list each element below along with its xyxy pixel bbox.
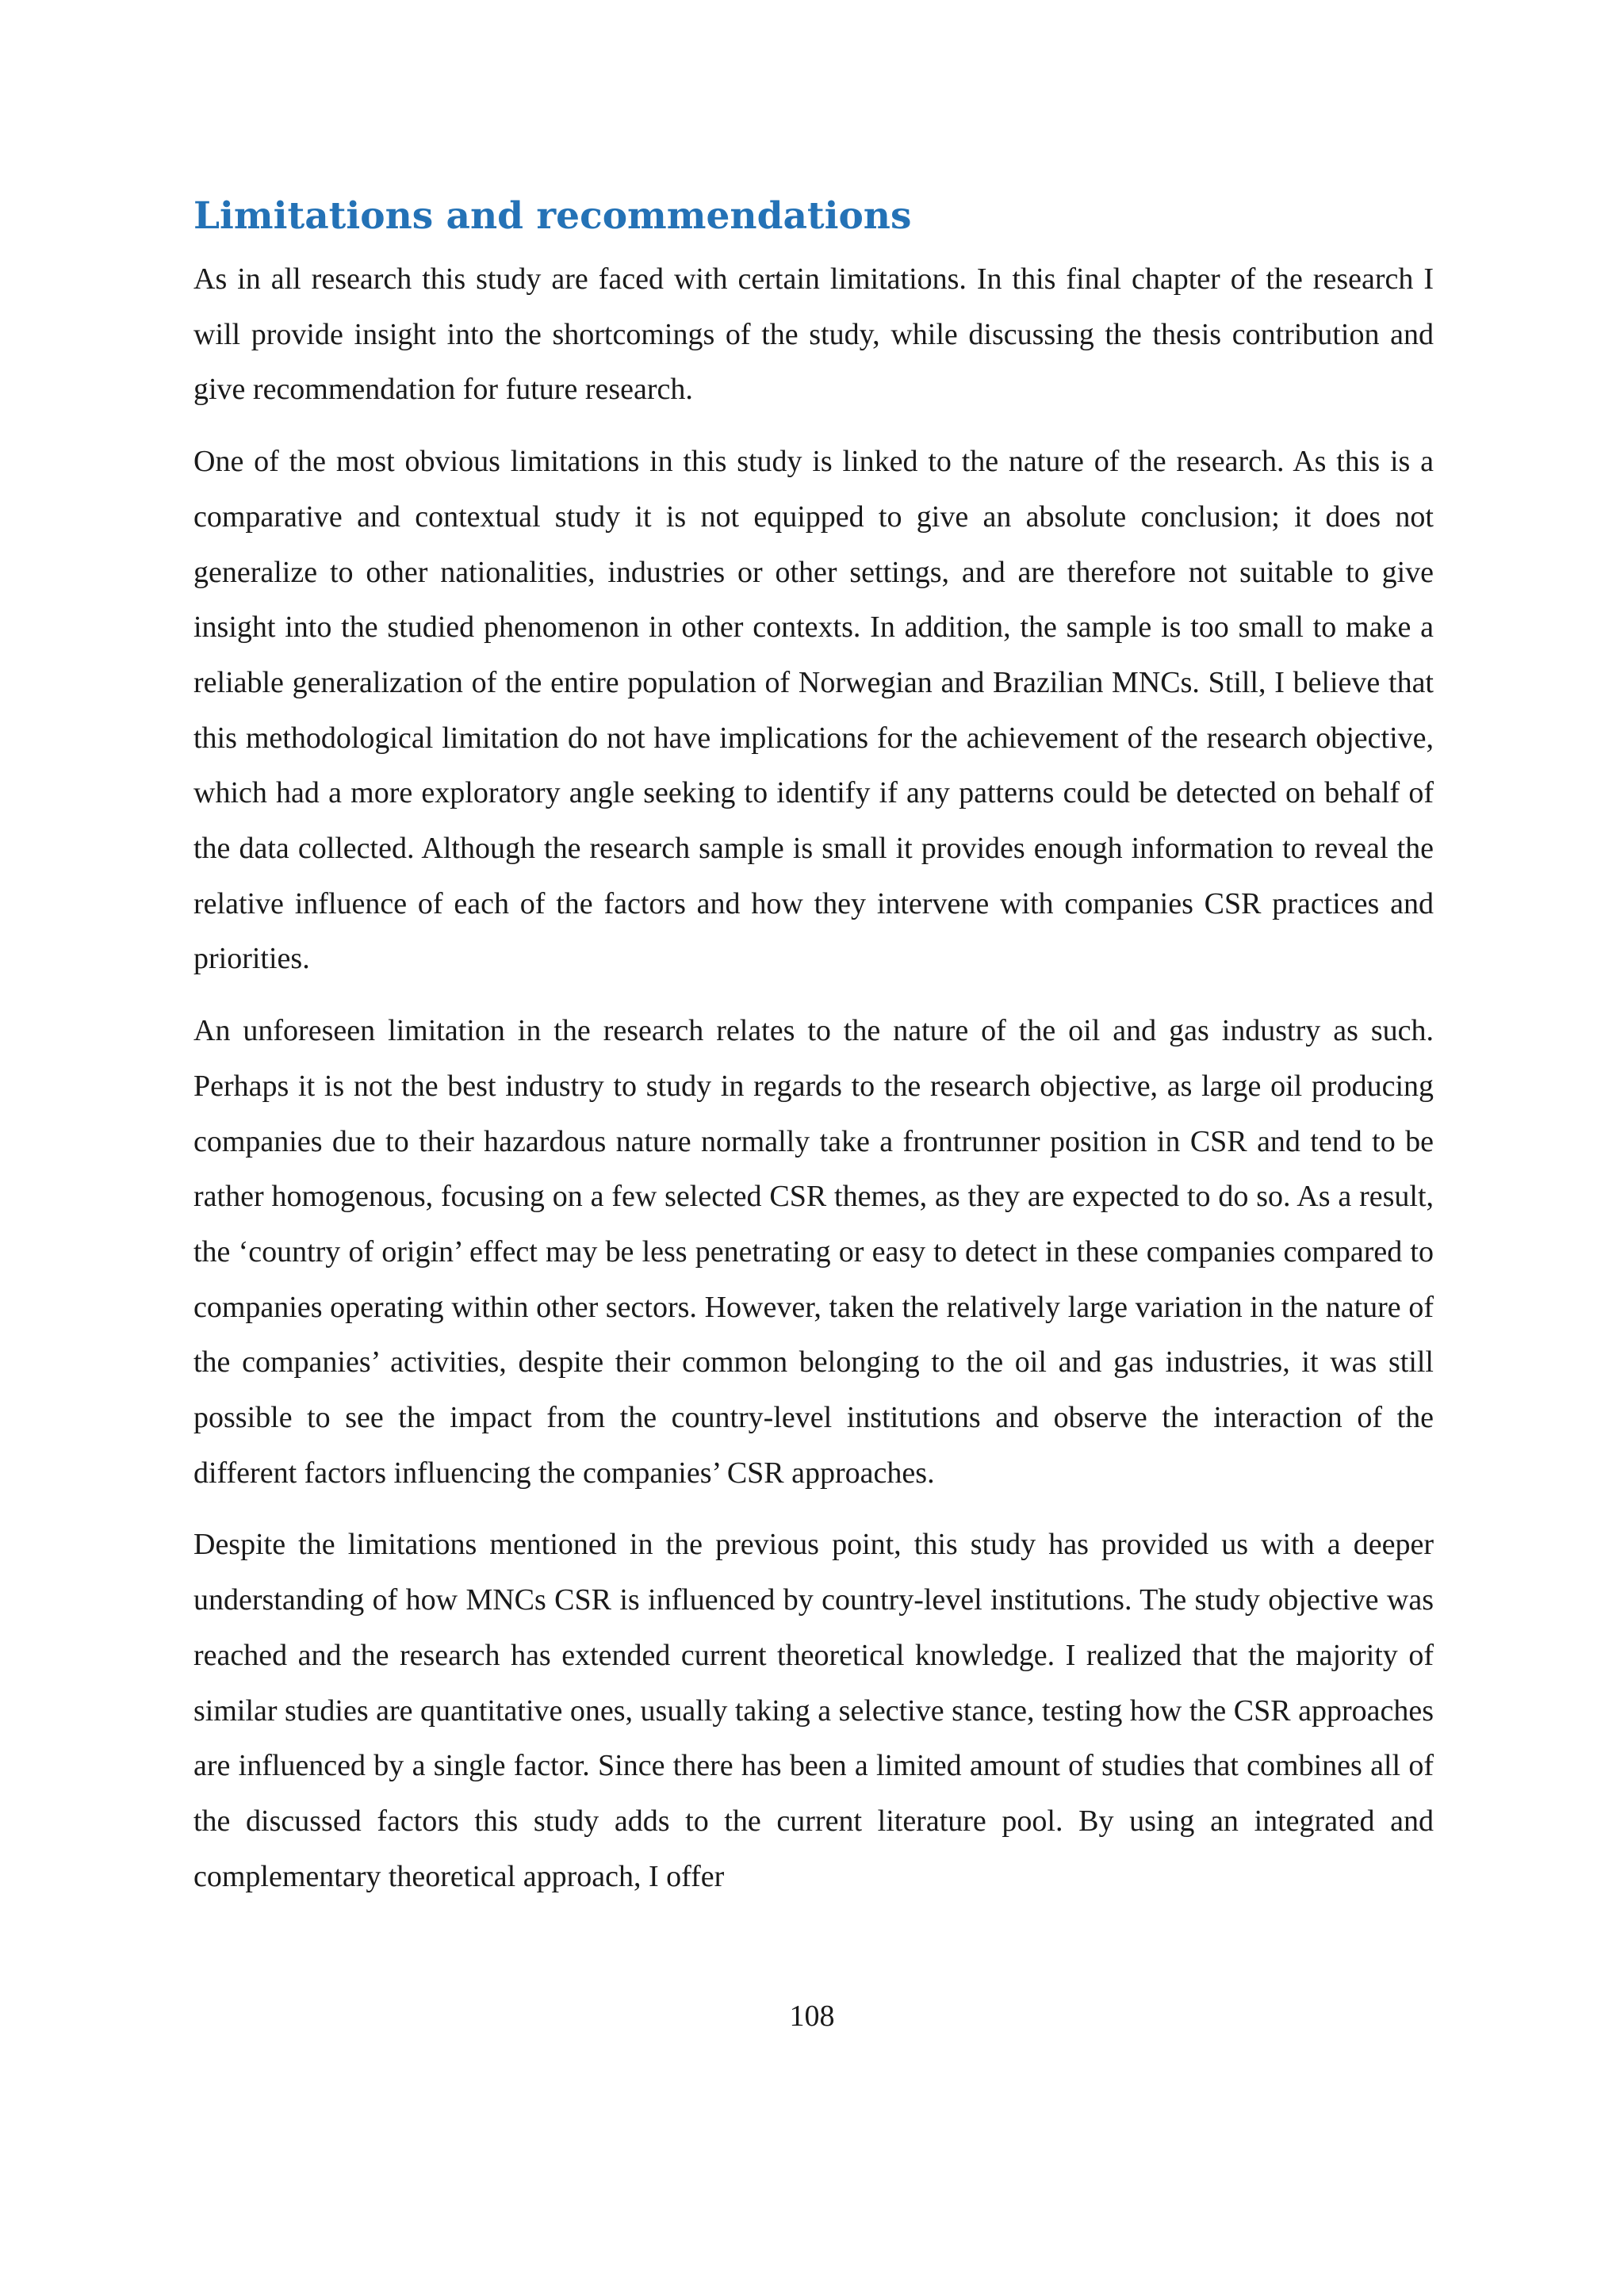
page-number: 108 <box>789 1999 835 2033</box>
paragraph-contribution: Despite the limitations mentioned in the previous point, this study has provided us with a deeper understanding of how MNCs CSR is influenced by country-level institutions. The study objective was reached and the research has extended current theoretical knowledge. I realized that the majority of similar studies are quantitative ones, usually taking a selective stance, testing how the CSR approaches are influenced by a single factor. Since there has been a limited amount of studies that combines all of the discussed factors this study adds to the current literature pool. By using an integrated and complementary theoretical approach, I offer <box>193 1528 1434 1893</box>
paragraph-industry-limitation: An unforeseen limitation in the research relates to the nature of the oil and gas industry as such. Perhaps it is not the best industry to study in regards to the research objective, as large oil producing companies due to their hazardous nature normally take a frontrunner position in CSR and tend to be rather homogenous, focusing on a few selected CSR themes, as they are expected to do so. As a result, the ‘country of origin’ effect may be less penetrating or easy to detect in these companies compared to companies operating within other sectors. However, taken the relatively large variation in the nature of the companies’ activities, despite their common belonging to the oil and gas industries, it was still possible to see the impact from the country-level institutions and observe the interaction of the different factors influencing the companies’ CSR approaches. <box>193 1014 1434 1490</box>
paragraph-methodological-limitation: One of the most obvious limitations in this study is linked to the nature of the research. As this is a comparative and contextual study it is not equipped to give an absolute conclusion; it does not generalize to other nationalities, industries or other settings, and are therefore not suitable to give insight into the studied phenomenon in other contexts. In addition, the sample is too small to make a reliable generalization of the entire population of Norwegian and Brazilian MNCs. Still, I believe that this methodological limitation do not have implications for the achievement of the research objective, which had a more exploratory angle seeking to identify if any patterns could be detected on behalf of the data collected. Although the research sample is small it provides enough information to reveal the relative influence of each of the factors and how they intervene with companies CSR practices and priorities. <box>193 445 1434 976</box>
page-content <box>193 189 1434 1921</box>
section-heading: Limitations and recommendations <box>193 194 912 238</box>
paragraph-introduction: As in all research this study are faced with certain limitations. In this final chapter of the research I will provide insight into the shortcomings of the study, while discussing the thesis contribution and give recommendation for future research. <box>193 262 1434 407</box>
